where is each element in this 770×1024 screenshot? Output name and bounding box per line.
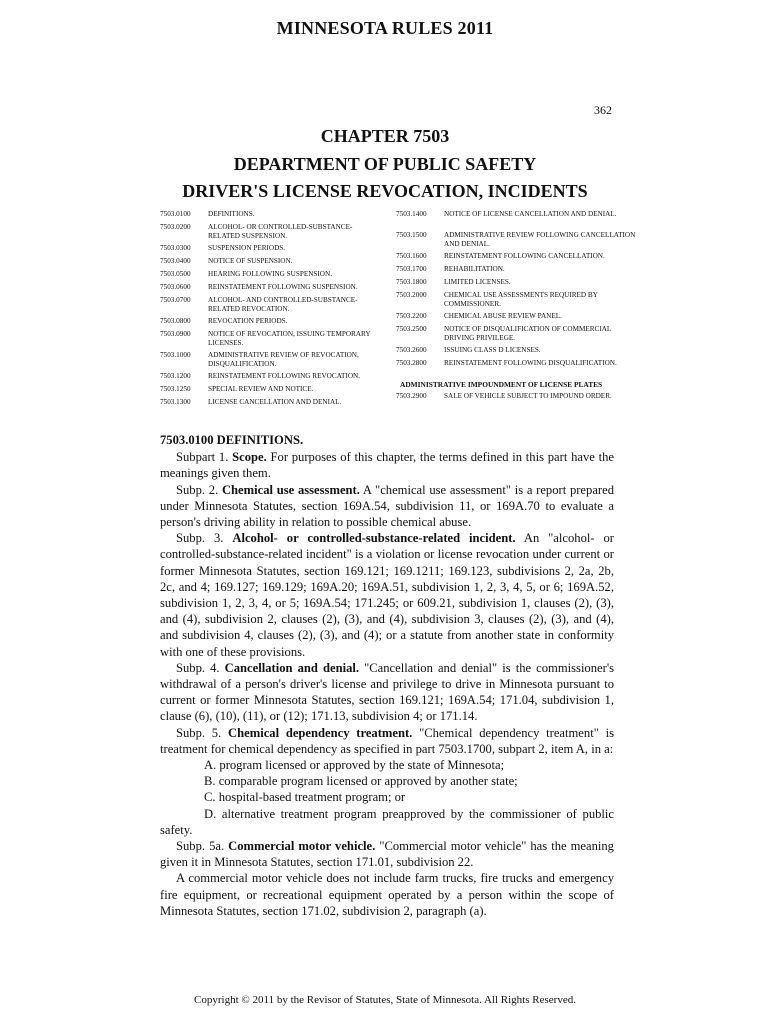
toc-subheading: ADMINISTRATIVE IMPOUNDMENT OF LICENSE PLATES <box>400 380 603 389</box>
toc-entry: 7503.2600 ISSUING CLASS D LICENSES. <box>396 346 541 354</box>
subpart-2: Subp. 2. Chemical use assessment. A "chemical use assessment" is a report prepared under Minnesota Statutes, section 169A.54, subdivision 11, or 169A.70 to evaluate a person's driving ability in relation to possible chemical abuse. <box>160 482 614 530</box>
toc-entry: 7503.0300 SUSPENSION PERIODS. <box>160 244 286 252</box>
subpart-5: Subp. 5. Chemical dependency treatment. "Chemical dependency treatment" is treatment for chemical dependency as specified in part 7503.1700, subpart 2, item A, in a: <box>160 725 614 756</box>
toc-entry: 7503.1200 REINSTATEMENT FOLLOWING REVOCATION. <box>160 372 361 380</box>
chapter-subject: DRIVER'S LICENSE REVOCATION, INCIDENTS <box>182 181 588 201</box>
toc-entry: 7503.1300 LICENSE CANCELLATION AND DENIAL. <box>160 398 342 406</box>
subpart-1: Subpart 1. Scope. For purposes of this chapter, the terms defined in this part have the meanings given them. <box>160 450 614 481</box>
toc-entry: 7503.0600 REINSTATEMENT FOLLOWING SUSPENSION. <box>160 283 358 291</box>
toc-entry: 7503.1700 REHABILITATION. <box>396 265 505 273</box>
running-head: MINNESOTA RULES 2011 <box>276 18 494 38</box>
toc-entry: 7503.1600 REINSTATEMENT FOLLOWING CANCELLATION. <box>396 252 605 260</box>
treatment-items <box>160 757 614 838</box>
toc-entry: 7503.1250 SPECIAL REVIEW AND NOTICE. <box>160 385 314 393</box>
toc-entry: 7503.2500 NOTICE OF DISQUALIFICATION OF COMMERCIAL DRIVING PRIVILEGE. <box>396 325 612 342</box>
toc-entry: 7503.2900 SALE OF VEHICLE SUBJECT TO IMPOUND ORDER. <box>396 392 612 400</box>
subpart-4: Subp. 4. Cancellation and denial. "Cancellation and denial" is the commissioner's withdrawal of a person's driver's license and privilege to drive in Minnesota pursuant to current or former Minnesota Statutes, section 169.121; 169A.54; 171.04, subdivision 1, clause (6), (10), (11), or (12); 171.13, subdivision 4; or 171.14. <box>160 660 614 724</box>
page-number: 362 <box>594 103 612 117</box>
toc-entry: 7503.0900 NOTICE OF REVOCATION, ISSUING TEMPORARY LICENSES. <box>160 330 371 347</box>
toc-entry: 7503.1000 ADMINISTRATIVE REVIEW OF REVOCATION, DISQUALIFICATION. <box>160 351 359 368</box>
copyright-footer: Copyright © 2011 by the Revisor of Statutes, State of Minnesota. All Rights Reserved. <box>194 994 576 1006</box>
toc-entry: 7503.0500 HEARING FOLLOWING SUSPENSION. <box>160 270 332 278</box>
toc-entry: 7503.2800 REINSTATEMENT FOLLOWING DISQUALIFICATION. <box>396 359 617 367</box>
toc-entry: 7503.2200 CHEMICAL ABUSE REVIEW PANEL. <box>396 312 562 320</box>
subpart-3: Subp. 3. Alcohol- or controlled-substance-related incident. An "alcohol- or controlled-substance-related incident" is a violation or license revocation under current or former Minnesota Statutes, section 169.121; 169.1211; 169.123, subdivisions 2, 2a, 2b, 2c, and 4; 169.127; 169.129; 169A.20; 169A.51, subdivision 1, 2, 3, 4, 5, or 6; 169A.52, subdivision 1, 2, 3, 4, or 5; 169A.54; 171.245; or 609.21, subdivision 1, clauses (2), (3), and (4), subdivision 2, clauses (2), (3), and (4), subdivision 3, clauses (2), (3), and (4), and subdivision 4, clauses (2), (3), and (4); or a statute from another state in conformity with one of these provisions. <box>160 531 614 659</box>
toc-entry: 7503.0200 ALCOHOL- OR CONTROLLED-SUBSTANCE-RELATED SUSPENSION. <box>160 223 353 240</box>
section-heading: 7503.0100 DEFINITIONS. <box>160 433 304 447</box>
toc-entry: 7503.0400 NOTICE OF SUSPENSION. <box>160 257 293 265</box>
section-body <box>160 432 614 919</box>
toc-entry: 7503.0800 REVOCATION PERIODS. <box>160 317 288 325</box>
toc-entry: 7503.0100 DEFINITIONS. <box>160 210 255 218</box>
toc-entry: 7503.2000 CHEMICAL USE ASSESSMENTS REQUIRED BY COMMISSIONER. <box>396 291 598 308</box>
toc-entry: 7503.1800 LIMITED LICENSES. <box>396 278 511 286</box>
list-item: A. program licensed or approved by the state of Minnesota; <box>204 758 505 773</box>
toc-entry: 7503.0700 ALCOHOL- AND CONTROLLED-SUBSTANCE-RELATED REVOCATION. <box>160 296 358 313</box>
chapter-department: DEPARTMENT OF PUBLIC SAFETY <box>233 154 537 174</box>
toc-entry: 7503.1400 NOTICE OF LICENSE CANCELLATION AND DENIAL. <box>396 210 617 218</box>
list-item: D. alternative treatment program preapproved by the commissioner of public safety. <box>160 806 614 837</box>
subpart-5a-closing: A commercial motor vehicle does not include farm trucks, fire trucks and emergency fire equipment, or recreational equipment operated by a person within the scope of Minnesota Statutes, section 171.02, subdivision 2, paragraph (a). <box>160 871 614 918</box>
list-item: C. hospital-based treatment program; or <box>204 790 406 805</box>
subpart-5a: Subp. 5a. Commercial motor vehicle. "Commercial motor vehicle" has the meaning given it in Minnesota Statutes, section 171.01, subdivision 22. <box>160 839 614 870</box>
chapter-number: CHAPTER 7503 <box>320 126 450 146</box>
list-item: B. comparable program licensed or approved by another state; <box>204 774 518 789</box>
toc-entry: 7503.1500 ADMINISTRATIVE REVIEW FOLLOWING CANCELLATION AND DENIAL. <box>396 231 636 248</box>
toc-left-column <box>160 210 390 435</box>
toc-right-column <box>396 210 636 410</box>
